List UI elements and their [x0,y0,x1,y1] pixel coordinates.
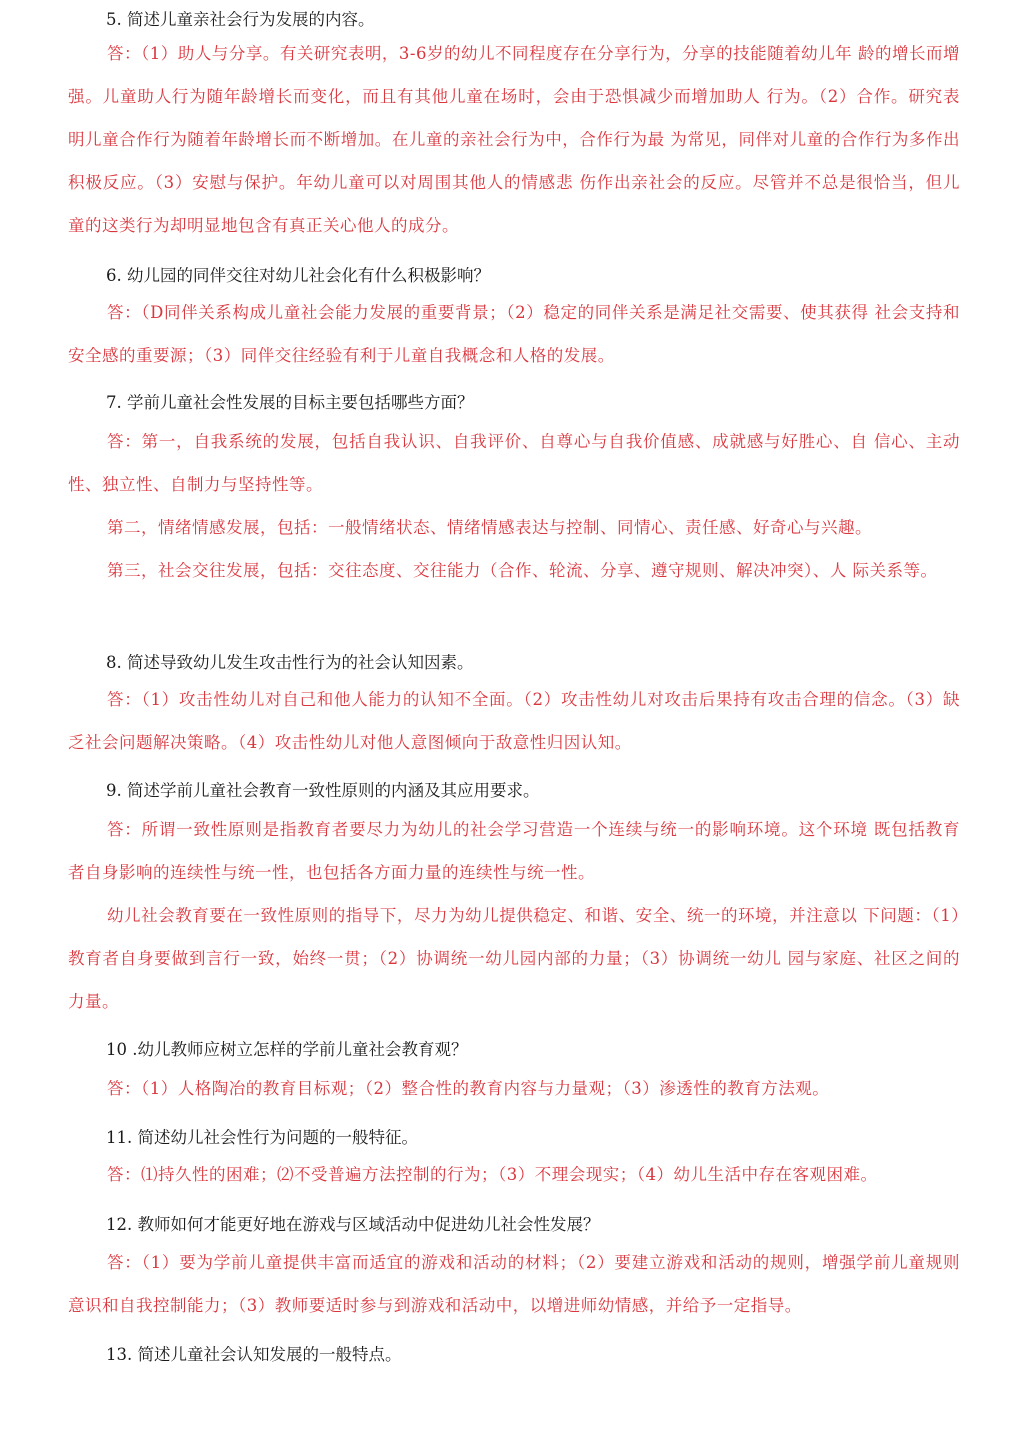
answer-11: 答：⑴持久性的困难；⑵不受普遍方法控制的行为；（3）不理会现实；（4）幼儿生活中存在客观困难。 [107,1165,878,1184]
answer-7-part-2: 第二，情绪情感发展，包括：一般情绪状态、情绪情感表达与控制、同情心、责任感、好奇心与兴趣。 [107,518,872,537]
question-5: 5. 简述儿童亲社会行为发展的内容。 [106,10,375,29]
answer-9-part-2: 幼儿社会教育要在一致性原则的指导下，尽力为幼儿提供稳定、和谐、安全、统一的环境，并注意以 下问题：（1）教育者自身要做到言行一致，始终一贯；（2）协调统一幼儿园内部的力量；（3）协调统一幼儿 园与家庭、社区之间的力量。 [68,906,960,1011]
answer-6: 答：（D同伴关系构成儿童社会能力发展的重要背景；（2）稳定的同伴关系是满足社交需要、使其获得 社会支持和安全感的重要源；（3）同伴交往经验有利于儿童自我概念和人格的发展。 [68,303,960,365]
question-8: 8. 简述导致幼儿发生攻击性行为的社会认知因素。 [106,653,474,672]
answer-8: 答：（1）攻击性幼儿对自己和他人能力的认知不全面。（2）攻击性幼儿对攻击后果持有攻击合理的信念。（3）缺乏社会问题解决策略。（4）攻击性幼儿对他人意图倾向于敌意性归因认知。 [68,690,960,752]
answer-5: 答：（1）助人与分享。有关研究表明，3-6岁的幼儿不同程度存在分享行为，分享的技能随着幼儿年 龄的增长而增强。儿童助人行为随年龄增长而变化，而且有其他儿童在场时，会由于恐惧减少而增加助人 行为。（2）合作。研究表明儿童合作行为随着年龄增长而不断增加。在儿童的亲社会行为中，合作行为最 为常见，同伴对儿童的合作行为多作出积极反应。（3）安慰与保护。年幼儿童可以对周围其他人的情感悲 伤作出亲社会的反应。尽管并不总是很恰当，但儿童的这类行为却明显地包含有真正关心他人的成分。 [68,44,960,235]
answer-12: 答：（1）要为学前儿童提供丰富而适宜的游戏和活动的材料；（2）要建立游戏和活动的规则，增强学前儿童规则意识和自我控制能力；（3）教师要适时参与到游戏和活动中，以增进师幼情感，并给予一定指导。 [68,1253,960,1315]
answer-7-part-1: 答：第一，自我系统的发展，包括自我认识、自我评价、自尊心与自我价值感、成就感与好胜心、自 信心、主动性、独立性、自制力与坚持性等。 [68,432,960,494]
question-11: 11. 简述幼儿社会性行为问题的一般特征。 [106,1128,418,1147]
answer-9-part-1: 答：所谓一致性原则是指教育者要尽力为幼儿的社会学习营造一个连续与统一的影响环境。这个环境 既包括教育者自身影响的连续性与统一性，也包括各方面力量的连续性与统一性。 [68,820,960,882]
question-9: 9. 简述学前儿童社会教育一致性原则的内涵及其应用要求。 [106,781,540,800]
question-6: 6. 幼儿园的同伴交往对幼儿社会化有什么积极影响？ [106,266,490,285]
answer-10: 答：（1）人格陶冶的教育目标观；（2）整合性的教育内容与力量观；（3）渗透性的教育方法观。 [107,1079,830,1098]
question-12: 12. 教师如何才能更好地在游戏与区域活动中促进幼儿社会性发展？ [106,1215,600,1234]
answer-7-part-3: 第三，社会交往发展，包括：交往态度、交往能力（合作、轮流、分享、遵守规则、解决冲突）、人 际关系等。 [107,561,938,580]
question-10: 10 .幼儿教师应树立怎样的学前儿童社会教育观？ [106,1040,468,1059]
question-7: 7. 学前儿童社会性发展的目标主要包括哪些方面？ [106,393,474,412]
question-13: 13. 简述儿童社会认知发展的一般特点。 [106,1345,402,1364]
